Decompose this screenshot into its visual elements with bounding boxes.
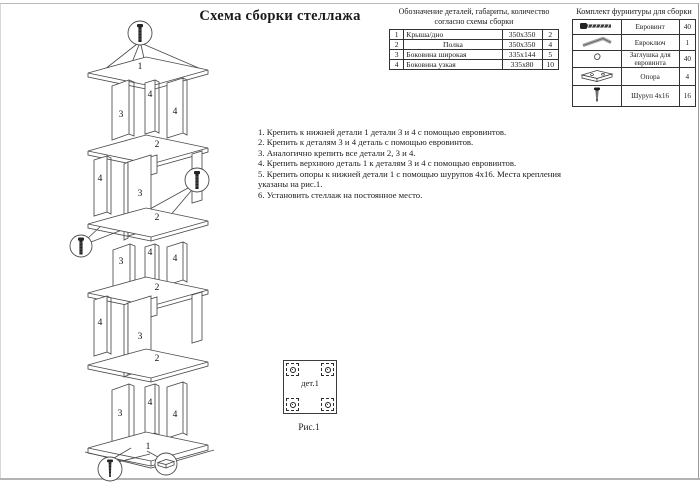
part-size: 335х80 (502, 60, 542, 70)
table-row (573, 68, 696, 86)
svg-text:4: 4 (172, 254, 178, 264)
hardware-qty: 4 (679, 68, 695, 86)
part-qty: 5 (542, 50, 559, 60)
corner-fastener-mark (321, 363, 334, 376)
svg-text:3: 3 (137, 332, 143, 342)
cap-icon (573, 51, 622, 68)
hardware-name: Шуруп 4х16 (621, 86, 679, 107)
part-size: 350х350 (502, 40, 542, 50)
hexkey-icon (573, 35, 622, 51)
parts-table-block (378, 7, 570, 70)
svg-text:4: 4 (97, 174, 103, 184)
part-number: 2 (390, 40, 404, 50)
table-row (573, 20, 696, 35)
svg-text:4: 4 (97, 318, 103, 328)
svg-text:4: 4 (147, 90, 153, 100)
corner-fastener-mark (321, 398, 334, 411)
svg-text:4: 4 (147, 398, 153, 408)
instruction-step: 6. Установить стеллаж на постоянное место. (258, 189, 423, 200)
instruction-step: 2. Крепить к деталям 3 и 4 деталь с помощью евровинтов. (258, 137, 474, 148)
part-number: 3 (390, 50, 404, 60)
screw-icon (573, 86, 622, 107)
parts-table (389, 29, 559, 70)
hardware-qty: 40 (679, 20, 695, 35)
parts-table-title-line2: согласно схемы сборки (434, 16, 514, 26)
euroscrew-icon (573, 20, 622, 35)
side-panel-group (112, 78, 187, 140)
part-qty: 10 (542, 60, 559, 70)
corner-fastener-mark (286, 398, 299, 411)
foot-icon (573, 68, 622, 86)
svg-text:2: 2 (154, 213, 160, 223)
hardware-name: Евроключ (621, 35, 679, 51)
part-qty: 4 (542, 40, 559, 50)
instruction-step: 3. Аналогично крепить все детали 2, 3 и 4. (258, 147, 416, 158)
shelf-panel (88, 349, 208, 382)
part-size: 350х350 (502, 30, 542, 40)
instruction-step: 1. Крепить к нижней детали 1 детали 3 и 4 с помощью евровинтов. (258, 127, 507, 137)
svg-text:4: 4 (147, 248, 153, 258)
figure-caption: Рис.1 (298, 423, 320, 433)
part-name: Боковина широкая (404, 50, 502, 60)
table-row (390, 50, 559, 60)
parts-table-title-line1: Обозначение деталей, габариты, количество (398, 7, 550, 16)
svg-text:3: 3 (137, 189, 143, 199)
hardware-qty: 40 (679, 51, 695, 68)
hardware-name: Евровинт (621, 20, 679, 35)
part-size: 335х144 (502, 50, 542, 60)
hardware-name: Заглушка для евровинта (621, 51, 679, 68)
svg-text:2: 2 (154, 283, 160, 293)
hardware-table (572, 19, 696, 107)
exploded-assembly-diagram (45, 12, 235, 489)
part-name: Полка (404, 40, 502, 50)
svg-text:2: 2 (154, 354, 160, 364)
corner-fastener-mark (286, 363, 299, 376)
detail-figure (283, 360, 337, 414)
detail-figure-label: дет.1 (301, 378, 319, 388)
assembly-instructions (258, 127, 588, 200)
table-row (573, 35, 696, 51)
table-row (390, 40, 559, 50)
table-row (573, 51, 696, 68)
table-row (390, 60, 559, 70)
hardware-table-block (569, 7, 699, 107)
parts-table-title (378, 7, 570, 26)
table-row (390, 30, 559, 40)
svg-text:4: 4 (172, 410, 178, 420)
part-name: Боковина узкая (404, 60, 502, 70)
hardware-qty: 1 (679, 35, 695, 51)
svg-text:3: 3 (117, 409, 123, 419)
hardware-name: Опора (621, 68, 679, 86)
part-number: 1 (390, 30, 404, 40)
svg-text:1: 1 (137, 62, 143, 72)
svg-text:1: 1 (145, 442, 151, 452)
svg-text:3: 3 (118, 110, 124, 120)
svg-text:4: 4 (172, 107, 178, 117)
instruction-step: 5. Крепить опоры к нижней детали 1 с помощью шурупов 4х16. Места крепления указаны на рис.1. (258, 168, 562, 190)
part-number: 4 (390, 60, 404, 70)
hardware-qty: 16 (679, 86, 695, 107)
hardware-table-title: Комплект фурнитуры для сборки (576, 7, 692, 16)
part-qty: 2 (542, 30, 559, 40)
instruction-step: 4. Крепить верхнюю деталь 1 к деталям 3 и 4 с помощью евровинтов. (258, 158, 517, 169)
page-title: Схема сборки стеллажа (199, 8, 361, 24)
svg-text:3: 3 (118, 257, 124, 267)
part-name: Крыша/дно (404, 30, 502, 40)
table-row (573, 86, 696, 107)
svg-text:2: 2 (154, 140, 160, 150)
